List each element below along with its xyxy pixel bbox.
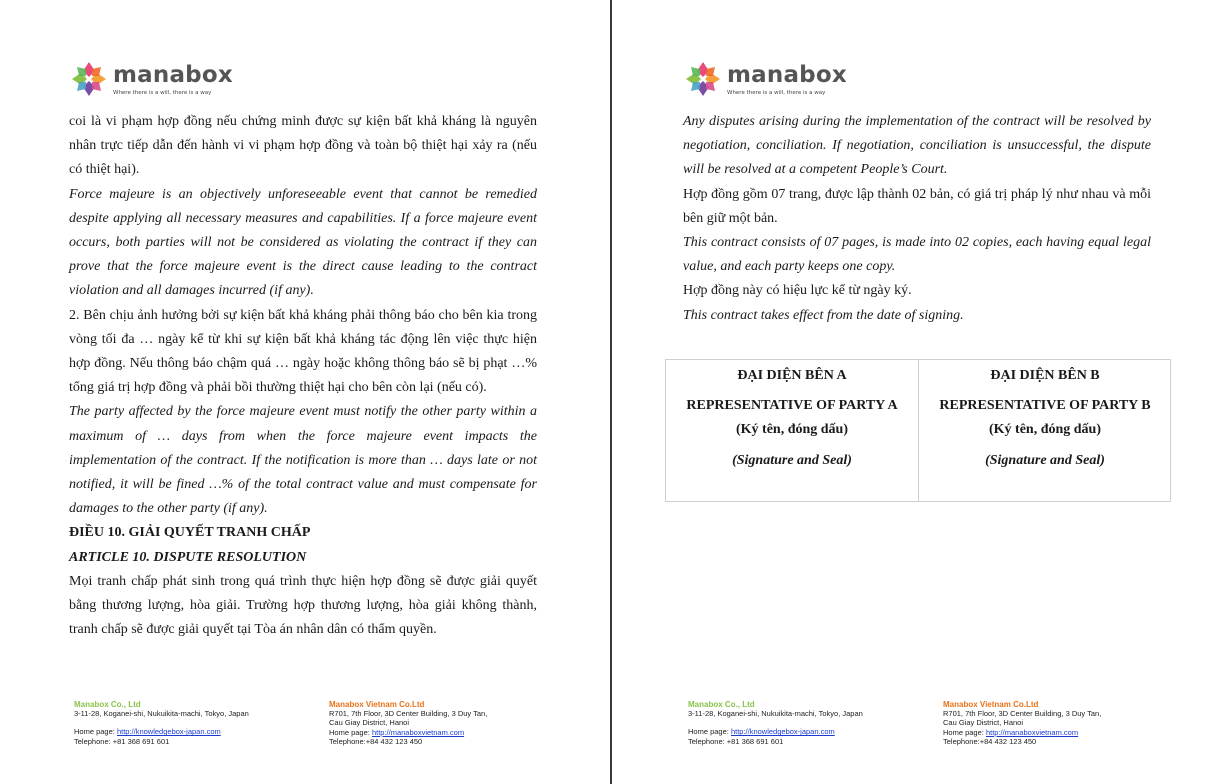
paragraph: coi là vi phạm hợp đồng nếu chứng minh được sự kiện bất khả kháng là nguyên nhân trực tiếp dẫn đến hành vi vi phạm hợp đồng và toàn bộ thiệt hại xảy ra (nếu có thiệt hại). — [69, 114, 537, 178]
homepage-link[interactable]: http://manaboxvietnam.com — [985, 727, 1079, 737]
footer-company-name: Manabox Vietnam Co.Ltd — [943, 700, 1039, 709]
logo-wordmark: manabox — [727, 62, 847, 88]
footer-address: R701, 7th Floor, 3D Center Building, 3 Duy Tan, — [943, 709, 1102, 719]
footer-japan-office — [74, 700, 249, 746]
paragraph: 2. Bên chịu ảnh hưởng bởi sự kiện bất khả kháng phải thông báo cho bên kia trong vòng tối đa … ngày kể từ khi sự kiện bất khả kháng tác động lên việc thực hiện hợp đồng. Nếu thông báo chậm quá … ngày hoặc không thông báo sẽ bị phạt …% tổng giá trị hợp đồng và phải bồi thường thiệt hại cho bên còn lại (nếu có). — [69, 307, 537, 396]
paragraph: Hợp đồng gồm 07 trang, được lập thành 02 bản, có giá trị pháp lý như nhau và mỗi bên giữ một bản. — [683, 186, 1151, 226]
signature-title-vi: ĐẠI DIỆN BÊN A — [737, 368, 847, 383]
footer-vietnam-office — [943, 700, 1101, 746]
footer-homepage: Home page: http://manaboxvietnam.com — [329, 727, 465, 737]
footer-homepage: Home page: http://knowledgebox-japan.com — [74, 727, 221, 737]
footer-address: Cau Giay District, Hanoi — [943, 718, 1024, 728]
footer-telephone: Telephone:+84 432 123 450 — [943, 736, 1037, 746]
paragraph: Any disputes arising during the implementation of the contract will be resolved by negotiation, conciliation. If negotiation, conciliation is unsuccessful, the dispute will be resolved at a competent People’s Court. — [683, 114, 1151, 178]
logo-tagline: Where there is a will, there is a way — [113, 90, 212, 96]
homepage-link[interactable]: http://manaboxvietnam.com — [371, 727, 465, 737]
page-body-left — [69, 110, 537, 642]
footer-company-name: Manabox Co., Ltd — [74, 700, 141, 709]
signature-title-en: REPRESENTATIVE OF PARTY B — [939, 398, 1151, 413]
paragraph: Force majeure is an objectively unforeseeable event that cannot be remedied despite applying all necessary measures and capabilities. If a force majeure event occurs, both parties will not be considered as violating the contract if they can prove that the force majeure event is the direct cause leading to the contract violation and all damages incurred (if any). — [69, 186, 537, 299]
footer-vietnam-office — [329, 700, 487, 746]
paragraph: This contract consists of 07 pages, is made into 02 copies, each having equal legal value, and each party keeps one copy. — [683, 235, 1151, 275]
flower-logo-icon — [70, 60, 108, 98]
footer-address: 3-11-28, Koganei-shi, Nukuikita-machi, Tokyo, Japan — [688, 709, 863, 719]
signature-note-vi: (Ký tên, đóng dấu) — [988, 422, 1102, 437]
page-body-right — [683, 110, 1151, 328]
signature-cell-party-a — [666, 360, 919, 501]
homepage-link[interactable]: http://knowledgebox-japan.com — [730, 727, 835, 737]
flower-logo-icon — [684, 60, 722, 98]
homepage-link[interactable]: http://knowledgebox-japan.com — [116, 727, 221, 737]
footer-homepage: Home page: http://manaboxvietnam.com — [943, 727, 1079, 737]
logo-wordmark: manabox — [113, 62, 233, 88]
footer-company-name: Manabox Co., Ltd — [688, 700, 755, 709]
footer-address: Cau Giay District, Hanoi — [329, 718, 410, 728]
footer-japan-office — [688, 700, 863, 746]
footer-address: R701, 7th Floor, 3D Center Building, 3 Duy Tan, — [329, 709, 488, 719]
paragraph: Mọi tranh chấp phát sinh trong quá trình thực hiện hợp đồng sẽ được giải quyết bằng thương lượng, hòa giải. Trường hợp thương lượng, hòa giải không thành, tranh chấp sẽ được giải quyết tại Tòa án nhân dân có thẩm quyền. — [69, 573, 537, 638]
footer-telephone: Telephone: +81 368 691 601 — [74, 736, 170, 746]
signature-title-en: REPRESENTATIVE OF PARTY A — [686, 398, 898, 413]
signature-cell-party-b — [919, 360, 1171, 501]
signature-note-en: (Signature and Seal) — [985, 453, 1105, 468]
footer-company-name: Manabox Vietnam Co.Ltd — [329, 700, 425, 709]
signature-note-vi: (Ký tên, đóng dấu) — [735, 422, 849, 437]
signature-title-vi: ĐẠI DIỆN BÊN B — [990, 368, 1100, 383]
paragraph: This contract takes effect from the date of signing. — [683, 307, 964, 323]
section-heading-vi: ĐIỀU 10. GIẢI QUYẾT TRANH CHẤP — [69, 525, 311, 541]
footer-address: 3-11-28, Koganei-shi, Nukuikita-machi, Tokyo, Japan — [74, 709, 249, 719]
document-page-left — [0, 0, 610, 784]
footer-telephone: Telephone: +81 368 691 601 — [688, 736, 784, 746]
signature-note-en: (Signature and Seal) — [732, 453, 852, 468]
document-page-right — [612, 0, 1221, 784]
footer-homepage: Home page: http://knowledgebox-japan.com — [688, 727, 835, 737]
section-heading-en: ARTICLE 10. DISPUTE RESOLUTION — [69, 549, 307, 565]
paragraph: The party affected by the force majeure event must notify the other party within a maximum of … days from when the force majeure event impacts the implementation of the contract. If the notification is more than … days late or not notified, it will be fined …% of the total contract value and must compensate for damages to the other party (if any). — [69, 404, 537, 517]
paragraph: Hợp đồng này có hiệu lực kể từ ngày ký. — [683, 283, 912, 299]
logo-tagline: Where there is a will, there is a way — [727, 90, 826, 96]
footer-telephone: Telephone:+84 432 123 450 — [329, 736, 423, 746]
signature-table — [665, 359, 1171, 502]
